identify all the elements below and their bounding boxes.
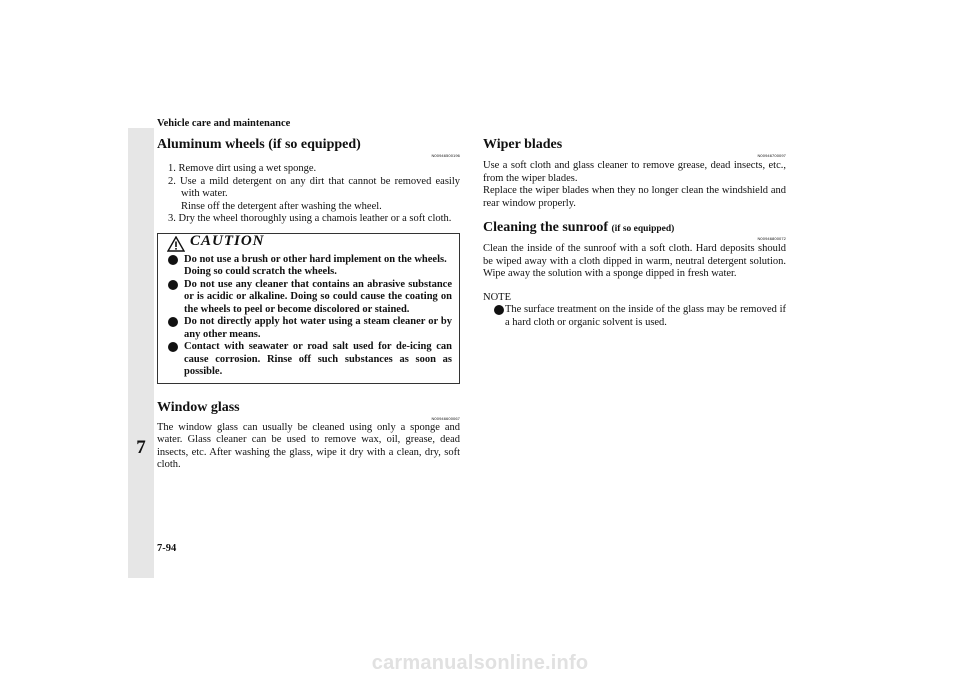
wiper-text: Use a soft cloth and glass cleaner to remove grease, dead insects, etc., from the wiper blades.: [483, 160, 786, 184]
chapter-tab: [128, 128, 154, 578]
caution-item: Do not use a brush or other hard implement on the wheels.: [158, 254, 459, 267]
bullet-icon: [494, 305, 504, 315]
step-item: 1. Remove dirt using a wet sponge.: [168, 163, 317, 174]
wiper-blades-heading: Wiper blades N00946700097: [483, 137, 786, 153]
chapter-tab-number: 7: [136, 437, 146, 458]
bullet-icon: [168, 280, 178, 290]
sunroof-text: Clean the inside of the sunroof with a soft cloth. Hard deposits should be wiped away with a cloth dipped in warm, neutral detergent solution. Wipe away the solution with a sponge dipped in fresh water.: [483, 243, 786, 279]
page-number: 7-94: [157, 543, 177, 554]
wiper-text: Replace the wiper blades when they no longer clean the windshield and rear window properly.: [483, 185, 786, 209]
caution-item: Do not directly apply hot water using a steam cleaner or by any other means.: [158, 316, 459, 341]
step-item: 3. Dry the wheel thoroughly using a chamois leather or a soft cloth.: [168, 213, 452, 224]
bullet-icon: [168, 255, 178, 265]
caution-item: Do not use any cleaner that contains an abrasive substance or is acidic or alkaline. Doing so could cause the coating on the wheels to peel or become discolored or stained.: [158, 279, 459, 317]
bullet-icon: [168, 317, 178, 327]
caution-item: Doing so could scratch the wheels.: [184, 266, 337, 277]
section-code: N00946500196: [431, 153, 460, 158]
window-glass-text: The window glass can usually be cleaned using only a sponge and water. Glass cleaner can be used to remove wax, oil, grease, dead insects, etc. After washing the glass, wipe it dry with a clean, dry, soft cloth.: [157, 421, 460, 470]
step-item: 2. Use a mild detergent on any dirt that cannot be removed easily with water.: [168, 175, 460, 199]
right-column: [483, 137, 786, 329]
sunroof-heading: Cleaning the sunroof (if so equipped) N00946800072: [483, 220, 786, 237]
section-code: N00946700097: [757, 153, 786, 158]
left-column: [157, 137, 460, 472]
watermark-footer: carmanualsonline.info: [0, 652, 960, 678]
section-code: N00946800072: [757, 236, 786, 241]
caution-box: [157, 233, 460, 384]
caution-title: [158, 232, 459, 254]
step-item: Rinse off the detergent after washing the wheel.: [181, 200, 382, 212]
aluminum-wheels-heading: Aluminum wheels (if so equipped) N00946500196: [157, 137, 460, 153]
section-code: N00946600067: [431, 415, 460, 421]
caution-label: CAUTION: [190, 232, 265, 249]
running-header: Vehicle care and maintenance: [157, 118, 291, 129]
note-item: The surface treatment on the inside of the glass may be removed if a hard cloth or organic solvent is used.: [483, 304, 786, 329]
caution-item: Contact with seawater or road salt used for de-icing can cause corrosion. Rinse off such substances as soon as possible.: [158, 341, 459, 379]
bullet-icon: [168, 342, 178, 352]
aluminum-steps: [157, 163, 460, 226]
window-glass-heading: Window glass N00946600067: [157, 400, 460, 416]
note-label: NOTE: [483, 291, 511, 303]
